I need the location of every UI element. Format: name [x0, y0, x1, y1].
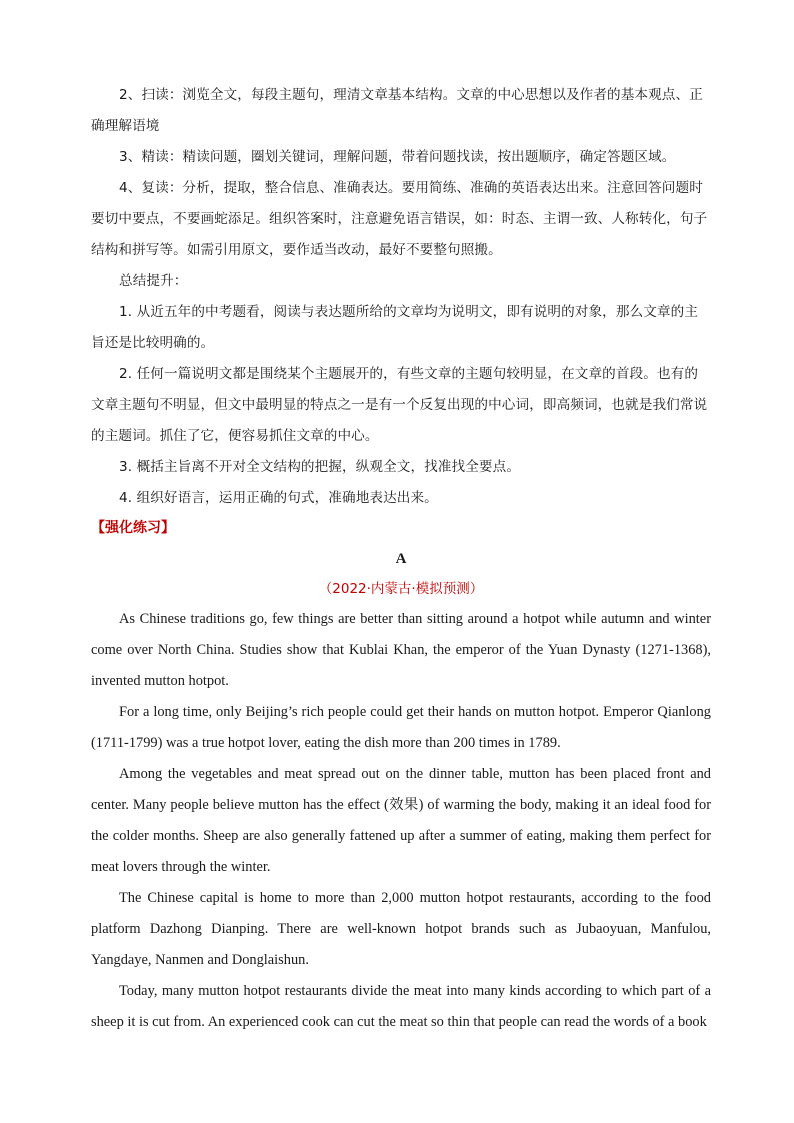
method-paragraph-skim: 2、扫读：浏览全文，每段主题句，理清文章基本结构。文章的中心思想以及作者的基本观点、正确理解语境 — [91, 87, 703, 134]
summary-heading: 总结提升： — [119, 273, 188, 289]
practice-heading: 【强化练习】 — [91, 520, 175, 536]
passage-source: （2022·内蒙古·模拟预测） — [318, 581, 484, 597]
method-paragraph-review: 4、复读：分析，提取，整合信息、准确表达。要用简练、准确的英语表达出来。注意回答问题时要切中要点，不要画蛇添足。组织答案时，注意避免语言错误，如：时态、主谓一致、人称转化，句子结构和拼写等。如需引用原文，要作适当改动，最好不要整句照搬。 — [91, 180, 708, 258]
passage-paragraph-4: The Chinese capital is home to more than 2,000 mutton hotpot restaurants, according to the food platform Dazhong Dianping. There are well-known hotpot brands such as Jubaoyuan, Manfulou, Yangdaye, Nanmen and Donglaishun. — [91, 890, 711, 968]
passage-paragraph-2: For a long time, only Beijing’s rich people could get their hands on mutton hotpot. Emperor Qianlong (1711-1799) was a true hotpot lover, eating the dish more than 200 times in 1789. — [91, 704, 711, 751]
passage-paragraph-5: Today, many mutton hotpot restaurants divide the meat into many kinds according to which part of a sheep it is cut from. An experienced cook can cut the meat so thin that people can read the words of a book — [91, 983, 711, 1030]
summary-item-3: 3. 概括主旨离不开对全文结构的把握，纵观全文，找准找全要点。 — [119, 459, 521, 475]
summary-item-1: 1. 从近五年的中考题看，阅读与表达题所给的文章均为说明文，即有说明的对象，那么文章的主旨还是比较明确的。 — [91, 304, 699, 351]
page-content — [91, 80, 711, 1038]
passage-paragraph-1: As Chinese traditions go, few things are better than sitting around a hotpot while autumn and winter come over North China. Studies show that Kublai Khan, the emperor of the Yuan Dynasty (1271-1368), invented mutton hotpot. — [91, 611, 711, 689]
method-paragraph-intensive: 3、精读：精读问题，圈划关键词，理解问题，带着问题找读，按出题顺序，确定答题区域。 — [119, 149, 676, 165]
summary-item-2: 2. 任何一篇说明文都是围绕某个主题展开的，有些文章的主题句较明显，在文章的首段。也有的文章主题句不明显，但文中最明显的特点之一是有一个反复出现的中心词，即高频词，也就是我们常说的主题词。抓住了它，便容易抓住文章的中心。 — [91, 366, 708, 444]
passage-paragraph-3: Among the vegetables and meat spread out on the dinner table, mutton has been placed front and center. Many people believe mutton has the effect (效果) of warming the body, making it an ideal food for the colder months. Sheep are also generally fattened up after a summer of eating, making them perfect for meat lovers through the winter. — [91, 766, 711, 875]
summary-item-4: 4. 组织好语言，运用正确的句式，准确地表达出来。 — [119, 490, 438, 506]
passage-letter: A — [395, 551, 407, 567]
